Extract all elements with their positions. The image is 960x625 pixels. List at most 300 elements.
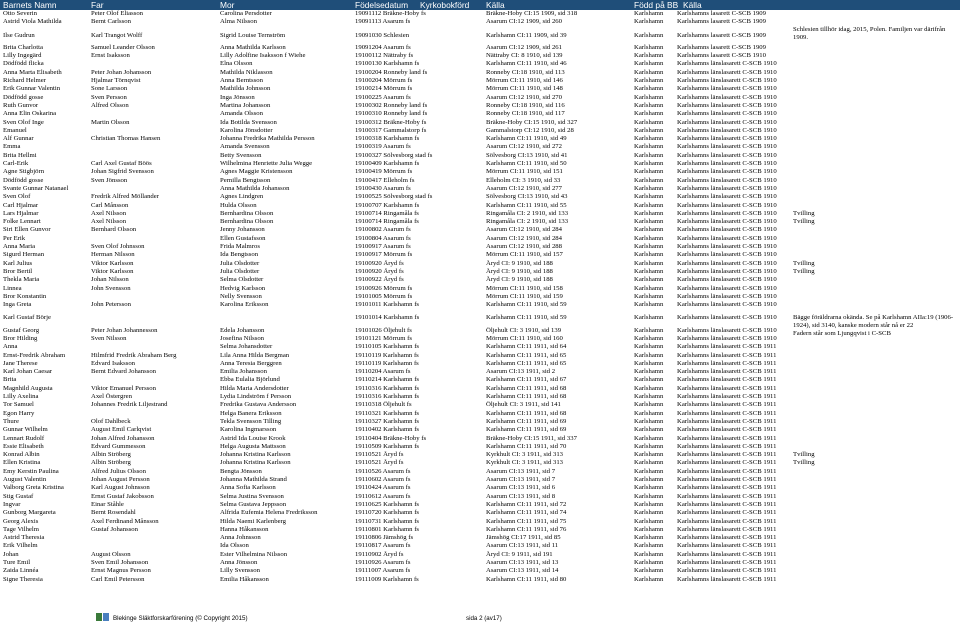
- table-cell: Karlshamn: [634, 126, 664, 134]
- table-cell: Svante Gunnar Natanael: [3, 184, 69, 192]
- table-row: [0, 276, 960, 284]
- table-cell: Bernhardina Olsson: [220, 218, 274, 226]
- table-cell: Asarum CI:13 1911, sid 13: [486, 559, 559, 566]
- table-cell: Carl-Erik: [3, 160, 29, 168]
- table-cell: Asarum CI:13 1911, sid 2: [486, 368, 556, 376]
- table-cell: Karlshamn: [634, 314, 664, 322]
- table-cell: Nelly Svensson: [220, 292, 262, 300]
- table-cell: 19100714 Ringamåla fs: [355, 209, 419, 217]
- table-cell: Anna Johnsson: [220, 534, 261, 542]
- table-cell: Carl Månsson: [91, 201, 129, 209]
- table-row: [0, 451, 960, 459]
- table-cell: Johan Sigfrid Svensson: [91, 168, 154, 176]
- table-cell: Lila Anna Hilda Bergman: [220, 351, 290, 359]
- table-cell: Valborg Greta Kristina: [3, 484, 64, 492]
- table-cell: Tor Samuel: [3, 401, 34, 409]
- table-row: [0, 235, 960, 243]
- table-cell: 19100917 Mörrum fs: [355, 251, 413, 259]
- table-cell: Tvilling: [793, 259, 815, 267]
- table-row: [0, 10, 960, 18]
- table-row: [0, 152, 960, 160]
- table-row: [0, 518, 960, 526]
- table-cell: Karlshamn: [634, 10, 664, 17]
- table-row: [0, 559, 960, 567]
- table-cell: Karolina Jönsdotter: [220, 126, 273, 134]
- table-cell: Karlshamns länslasarett C-SCB 1911: [677, 384, 777, 392]
- table-cell: Gunborg Margareta: [3, 509, 56, 517]
- table-cell: Asarum CI:13 1911, sid 11: [486, 542, 559, 550]
- table-cell: Karlshamn CI:11 1911, sid 65: [486, 351, 567, 359]
- table-cell: Lydia Lindström f Persson: [220, 393, 292, 401]
- table-cell: Ernst-Fredrik Abraham: [3, 351, 66, 359]
- table-cell: Sven Nilsson: [91, 334, 127, 342]
- table-cell: 19100214 Mörrum fs: [355, 85, 413, 93]
- table-cell: Karlshamn CI:11 1911, sid 68: [486, 384, 567, 392]
- table-row: [0, 143, 960, 151]
- table-cell: Ringamåla CI: 2 1910, sid 133: [486, 209, 569, 217]
- table-row: [0, 226, 960, 234]
- table-cell: Kyrkhult CI: 3 1911, sid 313: [486, 451, 564, 459]
- table-cell: Sven Emil Johansson: [91, 559, 149, 566]
- table-row: [0, 352, 960, 360]
- table-cell: 19100922 Åryd fs: [355, 276, 404, 284]
- note-schlesien: Schlesien tillhör idag, 2015, Polen. Familjen var därifrån 1909.: [793, 26, 946, 41]
- table-cell: Karlshamns länslasarett C-SCB 1911: [677, 509, 777, 517]
- table-cell: Åryd CI: 9 1910, sid 188: [486, 267, 553, 275]
- table-cell: Karlshamn: [634, 509, 664, 517]
- table-cell: 19100920 Åryd fs: [355, 259, 404, 267]
- table-cell: 19110521 Åryd fs: [355, 451, 404, 459]
- table-row: [0, 260, 960, 268]
- table-cell: Karlshamns länslasarett C-SCB 1911: [677, 525, 777, 533]
- table-cell: Emma: [3, 143, 21, 151]
- table-cell: 19101121 Mörrum fs: [355, 334, 412, 342]
- table-cell: Asarum CI:12 1910, sid 284: [486, 226, 562, 234]
- table-cell: Axel Ferdinand Månsson: [91, 517, 159, 525]
- table-row: [0, 393, 960, 401]
- table-row: [0, 542, 960, 550]
- table-cell: Gustaf Georg: [3, 326, 40, 334]
- table-cell: 19100430 Asarum fs: [355, 184, 411, 192]
- table-cell: Karlshamn: [634, 243, 664, 251]
- table-cell: Bräkne-Hoby CI:15 1909, sid 318: [486, 10, 578, 17]
- table-cell: Sölvesborg CI:13 1910, sid 43: [486, 193, 568, 201]
- table-cell: Stig Gustaf: [3, 492, 34, 500]
- table-cell: Tage Vilhelm: [3, 525, 39, 533]
- table-cell: Mörrum CI:11 1910, sid 158: [486, 284, 563, 292]
- table-cell: Karlshamns lasarett C-SCB 1909: [677, 43, 766, 51]
- table-row: [0, 426, 960, 434]
- table-cell: 19110720 Karlshamn fs: [355, 509, 420, 517]
- table-cell: Magnhild Augusta: [3, 384, 53, 392]
- table-cell: Erik Gunnar Valentin: [3, 85, 61, 93]
- table-cell: Karlshamns länslasarett C-SCB 1910: [677, 168, 777, 176]
- table-cell: Karlshamns länslasarett C-SCB 1910: [677, 267, 777, 275]
- table-cell: Jane Therese: [3, 359, 38, 367]
- table-cell: Mörrum CI:11 1910, sid 157: [486, 251, 563, 259]
- table-cell: 19110806 Jämshög fs: [355, 534, 414, 542]
- table-cell: Karlshamns länslasarett C-SCB 1911: [677, 550, 777, 558]
- table-cell: Karlshamn CI:11 1910, sid 49: [486, 135, 567, 143]
- table-cell: 19110316 Karlshamn fs: [355, 384, 420, 392]
- table-cell: Karlshamns länslasarett C-SCB 1911: [677, 434, 777, 442]
- table-cell: 19100804 Asarum fs: [355, 234, 411, 242]
- table-cell: Karlshamn CI:11 1911, sid 70: [486, 442, 567, 450]
- table-cell: Bernhardina Olsson: [220, 209, 274, 217]
- table-cell: 19101005 Mörrum fs: [355, 292, 413, 300]
- col-header-fodd-pa-bb: Född på BB: [634, 0, 679, 10]
- table-cell: Karlshamn: [634, 393, 664, 401]
- table-row: [0, 301, 960, 309]
- table-cell: Martin Olsson: [91, 118, 130, 126]
- table-cell: Karlshamn CI:11 1910, sid 55: [486, 201, 567, 209]
- table-cell: Alf Gunnar: [3, 135, 34, 143]
- table-cell: 19110612 Asarum fs: [355, 492, 411, 500]
- table-cell: Hedvig Karlsson: [220, 284, 266, 292]
- table-cell: Karlshamn: [634, 143, 664, 151]
- table-cell: Ernst Magnus Persson: [91, 567, 151, 575]
- table-cell: Tvilling: [793, 218, 815, 226]
- table-cell: Asarum CI:12 1910, sid 288: [486, 243, 562, 251]
- table-cell: Karl Johan Caesar: [3, 368, 53, 376]
- table-cell: Karlshamns länslasarett C-SCB 1910: [677, 314, 777, 322]
- table-cell: Alma Nilsson: [220, 18, 257, 26]
- table-cell: Karlshamns länslasarett C-SCB 1911: [677, 359, 777, 367]
- table-cell: Karlshamn: [634, 542, 664, 550]
- table-cell: Karlshamn: [634, 93, 664, 101]
- table-row: [0, 567, 960, 575]
- table-row: [0, 60, 960, 68]
- table-cell: Karlshamns länslasarett C-SCB 1910: [677, 243, 777, 251]
- table-cell: Karlshamn: [634, 135, 664, 143]
- table-cell: Karlshamn: [634, 301, 664, 309]
- table-cell: Anna: [3, 343, 18, 351]
- table-cell: Thekla Maria: [3, 276, 40, 284]
- table-cell: Karlshamns länslasarett C-SCB 1910: [677, 110, 777, 118]
- table-cell: Bräkne-Hoby CI:15 1910, sid 327: [486, 118, 578, 126]
- table-row: [0, 360, 960, 368]
- table-row: [0, 509, 960, 517]
- table-cell: 19091112 Bräkne-Hoby fs: [355, 10, 426, 17]
- table-cell: Karlshamns lasarett C-SCB 1909: [677, 31, 766, 39]
- table-cell: Emilia Johansson: [220, 368, 267, 376]
- table-cell: Karlshamns länslasarett C-SCB 1910: [677, 68, 777, 76]
- table-cell: 19110402 Karlshamn fs: [355, 426, 420, 434]
- table-cell: Gammalstorp CI:12 1910, sid 28: [486, 126, 574, 134]
- table-row: [0, 368, 960, 376]
- table-cell: 19100130 Karlshamn fs: [355, 60, 420, 68]
- table-row: [0, 85, 960, 93]
- table-cell: 19110318 Öljehult fs: [355, 401, 412, 409]
- table-cell: Gustaf Johansson: [91, 525, 138, 533]
- table-cell: Signe Theresia: [3, 575, 43, 583]
- table-cell: 19100319 Asarum fs: [355, 143, 411, 151]
- table-cell: Lilly Ingegärd: [3, 52, 42, 60]
- table-row: [0, 476, 960, 484]
- table-cell: Richard Helmer: [3, 77, 46, 85]
- table-cell: Karlshamn: [634, 550, 664, 558]
- table-row: [0, 243, 960, 251]
- table-cell: August Valentin: [3, 476, 47, 484]
- footer-copyright: Blekinge Släktforskarförening (© Copyright 2015): [113, 615, 248, 622]
- table-cell: Elna Olsson: [220, 60, 253, 68]
- table-cell: Karlshamn: [634, 52, 664, 60]
- table-cell: Karlshamns länslasarett C-SCB 1910: [677, 93, 777, 101]
- table-cell: Karlshamn: [634, 193, 664, 201]
- table-cell: 19100112 Nättraby fs: [355, 52, 414, 60]
- table-cell: Karlshamn CI:11 1911, sid 74: [486, 509, 567, 517]
- table-cell: Karlshamn: [634, 326, 664, 334]
- table-cell: Peter Johan Johansson: [91, 68, 152, 76]
- table-cell: Anna Mathilda Karlsson: [220, 43, 286, 51]
- table-cell: 19110327 Karlshamn fs: [355, 417, 420, 425]
- table-cell: 19100318 Karlshamn fs: [355, 135, 420, 143]
- table-cell: Sone Larsson: [91, 85, 128, 93]
- table-cell: Astrid Viola Mathilda: [3, 18, 62, 26]
- table-cell: Karlshamns länslasarett C-SCB 1910: [677, 218, 777, 226]
- table-row: [0, 268, 960, 276]
- col-header-kalla-2: Källa: [683, 0, 702, 10]
- table-cell: Zaida Linnéa: [3, 567, 39, 575]
- table-cell: Alfrida Eufemia Helena Fredriksson: [220, 509, 318, 517]
- table-cell: Hilda Naemi Karlenberg: [220, 517, 286, 525]
- table-cell: Josefina Nilsson: [220, 334, 265, 342]
- table-cell: 19110214 Karlshamn fs: [355, 376, 420, 384]
- table-cell: Karlshamn CI:11 1911, sid 72: [486, 500, 567, 508]
- table-cell: Karlshamn: [634, 525, 664, 533]
- table-row: [0, 210, 960, 218]
- table-cell: Sven Olof: [3, 193, 31, 201]
- table-cell: Ida Bengtsson: [220, 251, 259, 259]
- table-cell: Karlshamn: [634, 434, 664, 442]
- table-cell: Karlshamn CI:11 1911, sid 80: [486, 575, 567, 583]
- table-cell: Karlshamn: [634, 218, 664, 226]
- table-row: [0, 468, 960, 476]
- table-cell: 19091204 Asarum fs: [355, 43, 411, 51]
- table-row: [0, 168, 960, 176]
- table-cell: 19110404 Bräkne-Hoby fs: [355, 434, 427, 442]
- table-cell: Lilly Adolfine Isaksson f Wiehe: [220, 52, 306, 60]
- table-cell: Bräkne-Hoby CI:15 1911, sid 337: [486, 434, 577, 442]
- table-cell: Åryd CI: 9 1910, sid 188: [486, 276, 553, 284]
- table-cell: Karlshamns länslasarett C-SCB 1910: [677, 334, 777, 342]
- table-cell: Peter Olof Eliasson: [91, 10, 144, 17]
- table-cell: Karlshamns lasarett C-SCB 1909: [677, 10, 766, 17]
- table-row: [0, 551, 960, 559]
- table-cell: Fredrik Alfred Möllander: [91, 193, 159, 201]
- table-cell: Lars Hjalmar: [3, 209, 39, 217]
- table-cell: Ture Emil: [3, 559, 31, 566]
- table-cell: Gunnar Wilhelm: [3, 426, 48, 434]
- footer-page-number: sida 2 (av17): [466, 615, 502, 622]
- table-cell: Johanna Kristina Karlsson: [220, 459, 291, 467]
- table-cell: Mörrum CI:11 1910, sid 160: [486, 334, 563, 342]
- table-cell: Betty Svensson: [220, 151, 262, 159]
- table-cell: 19100714 Ringamåla fs: [355, 218, 419, 226]
- table-cell: Johannes Fredrik Liljestrand: [91, 401, 168, 409]
- table-cell: Brita: [3, 376, 17, 384]
- table-cell: Karlshamn: [634, 484, 664, 492]
- table-cell: Siri Ellen Gunvor: [3, 226, 51, 234]
- table-cell: Mörrum CI:11 1910, sid 151: [486, 168, 563, 176]
- table-cell: Bernt Edvard Johansson: [91, 368, 157, 376]
- table-cell: 19110509 Karlshamn fs: [355, 442, 420, 450]
- table-cell: Mörrum CI:11 1910, sid 148: [486, 85, 563, 93]
- table-cell: Hilda Maria Andersdotter: [220, 384, 289, 392]
- table-cell: Karlshamn: [634, 467, 664, 475]
- table-cell: Hanna Håkansson: [220, 525, 269, 533]
- table-cell: 19110801 Karlshamn fs: [355, 525, 420, 533]
- table-cell: Inga Greta: [3, 301, 32, 309]
- table-cell: 19100312 Bräkne-Hoby fs: [355, 118, 427, 126]
- table-cell: 19110731 Karlshamn fs: [355, 517, 420, 525]
- table-cell: Ernst Isaksson: [91, 52, 130, 60]
- table-cell: Bernt Carlsson: [91, 18, 131, 26]
- table-cell: 19110602 Asarum fs: [355, 476, 411, 484]
- table-cell: Georg Alexis: [3, 517, 39, 525]
- table-cell: Hulda Olsson: [220, 201, 257, 209]
- table-cell: Emanuel: [3, 126, 27, 134]
- table-cell: Bengta Jönsson: [220, 467, 262, 475]
- table-cell: Agne Stigbjörn: [3, 168, 45, 176]
- table-cell: Axel Nilsson: [91, 218, 127, 226]
- table-cell: Karlshamns länslasarett C-SCB 1910: [677, 251, 777, 259]
- table-cell: Tvilling: [793, 209, 815, 217]
- table-cell: Brita Hellmi: [3, 151, 37, 159]
- table-row: [0, 202, 960, 210]
- table-cell: Lilly Axelina: [3, 393, 39, 401]
- table-cell: Sven Persson: [91, 93, 127, 101]
- table-cell: Brita Charlotta: [3, 43, 43, 51]
- table-cell: Karlshamn: [634, 343, 664, 351]
- table-cell: Lennart Rudolf: [3, 434, 45, 442]
- table-cell: Sven Olof Johnsson: [91, 243, 145, 251]
- table-cell: Otto Severin: [3, 10, 37, 17]
- table-cell: Amanda Olsson: [220, 110, 263, 118]
- table-cell: Bror Konstantin: [3, 292, 47, 300]
- column-header-bar: [0, 0, 960, 10]
- table-row: [0, 459, 960, 467]
- col-header-kyrkobokford: Kyrkobokförd: [420, 0, 470, 10]
- table-cell: Viktor Karlsson: [91, 267, 134, 275]
- table-cell: Karlshamns länslasarett C-SCB 1911: [677, 484, 777, 492]
- table-cell: Karlshamn CI:11 1911, sid 69: [486, 426, 567, 434]
- table-cell: Karlshamn: [634, 334, 664, 342]
- col-header-far: Far: [91, 0, 104, 10]
- table-cell: Olof Dahlbeck: [91, 417, 131, 425]
- table-cell: Frida Malmros: [220, 243, 260, 251]
- table-cell: Johanna Mathilda Strand: [220, 476, 287, 484]
- table-cell: Amanda Svensson: [220, 143, 270, 151]
- table-cell: Ronneby CI:18 1910, sid 116: [486, 101, 565, 109]
- table-cell: Jenny Johansson: [220, 226, 265, 234]
- table-cell: Folke Lennart: [3, 218, 41, 226]
- table-cell: Helga Banera Eriksson: [220, 409, 282, 417]
- table-row: [0, 418, 960, 426]
- table-cell: Karlshamn CI:11 1911, sid 76: [486, 525, 567, 533]
- table-cell: Karlshamn: [634, 459, 664, 467]
- table-cell: Karlshamn: [634, 409, 664, 417]
- table-cell: Karl Gustaf Börje: [3, 314, 51, 322]
- table-row: [0, 135, 960, 143]
- table-cell: Karlshamn: [634, 101, 664, 109]
- table-cell: Anna Sofia Karlsson: [220, 484, 276, 492]
- table-row: [0, 501, 960, 509]
- table-cell: John Petersson: [91, 301, 131, 309]
- table-cell: Karlshamn: [634, 68, 664, 76]
- table-cell: 19101014 Karlshamn fs: [355, 314, 420, 322]
- table-cell: 19101011 Karlshamn fs: [355, 301, 420, 309]
- table-cell: Karlshamn: [634, 31, 664, 39]
- table-cell: Karlshamn: [634, 284, 664, 292]
- table-cell: Karlshamn CI:11 1910, sid 50: [486, 160, 567, 168]
- table-cell: Karlshamn: [634, 176, 664, 184]
- table-cell: Tvilling: [793, 267, 815, 275]
- table-cell: Ebba Eulalia Björlund: [220, 376, 280, 384]
- table-row: [0, 401, 960, 409]
- table-cell: Karlshamn: [634, 209, 664, 217]
- table-cell: Emy Kerstin Paulina: [3, 467, 59, 475]
- table-cell: Karlshamn: [634, 234, 664, 242]
- table-cell: Karlshamn CI:11 1911, sid 68: [486, 409, 567, 417]
- table-cell: Karlshamns länslasarett C-SCB 1911: [677, 459, 777, 467]
- table-cell: Karlshamn: [634, 426, 664, 434]
- table-cell: Karlshamn CI:11 1910, sid 59: [486, 314, 567, 322]
- table-cell: 19110316 Karlshamn fs: [355, 393, 420, 401]
- table-cell: Albin Ströberg: [91, 451, 131, 459]
- table-cell: Karlshamns länslasarett C-SCB 1910: [677, 276, 777, 284]
- table-cell: Karlshamn CI:11 1911, sid 64: [486, 343, 567, 351]
- table-cell: Hjalmar Törnqvist: [91, 77, 141, 85]
- table-cell: Asarum CI:12 1910, sid 284: [486, 234, 562, 242]
- table-cell: Karlshamns länslasarett C-SCB 1910: [677, 209, 777, 217]
- page-footer: [0, 606, 960, 625]
- table-row: [0, 443, 960, 451]
- table-cell: Fredrika Gustava Andersson: [220, 401, 297, 409]
- table-cell: Åryd CI: 9 1911, sid 191: [486, 550, 553, 558]
- table-cell: Asarum CI:13 1911, sid 6: [486, 484, 556, 492]
- table-cell: August Emil Carlqvist: [91, 426, 152, 434]
- table-cell: Karlshamn CI:11 1910, sid 46: [486, 60, 567, 68]
- table-cell: Karlshamns länslasarett C-SCB 1911: [677, 409, 777, 417]
- table-cell: 19100409 Karlshamn fs: [355, 160, 420, 168]
- table-cell: Albin Ströberg: [91, 459, 131, 467]
- table-cell: 19100707 Karlshamn fs: [355, 201, 420, 209]
- table-cell: Karlshamns länslasarett C-SCB 1911: [677, 542, 777, 550]
- table-cell: 19100926 Mörrum fs: [355, 284, 413, 292]
- table-cell: Karlshamns länslasarett C-SCB 1910: [677, 259, 777, 267]
- table-cell: Karlshamn CI:11 1911, sid 68: [486, 393, 567, 401]
- table-cell: Karlshamn: [634, 43, 664, 51]
- table-cell: Johan: [3, 550, 19, 558]
- table-cell: Asarum CI:12 1909, sid 261: [486, 43, 562, 51]
- table-cell: Anna Jönsson: [220, 559, 258, 566]
- table-cell: Sigurd Herman: [3, 251, 45, 259]
- table-cell: Dödfödd gosse: [3, 176, 44, 184]
- table-cell: Asarum CI:12 1910, sid 270: [486, 93, 562, 101]
- table-cell: Bror Bertil: [3, 267, 33, 275]
- table-cell: Karlshamn CI:11 1910, sid 59: [486, 301, 567, 309]
- table-cell: Ringamåla CI: 2 1910, sid 133: [486, 218, 569, 226]
- table-cell: Karlshamns länslasarett C-SCB 1910: [677, 201, 777, 209]
- table-cell: Johanna Kristina Karlsson: [220, 451, 291, 459]
- table-cell: Karlshamns länslasarett C-SCB 1910: [677, 193, 777, 201]
- table-cell: Carl Hjalmar: [3, 201, 39, 209]
- table-cell: Karlshamn: [634, 376, 664, 384]
- table-cell: 19100525 Sölvesborg stad fs: [355, 193, 433, 201]
- table-cell: Karlshamns länslasarett C-SCB 1911: [677, 343, 777, 351]
- table-cell: Carolina Persdotter: [220, 10, 272, 17]
